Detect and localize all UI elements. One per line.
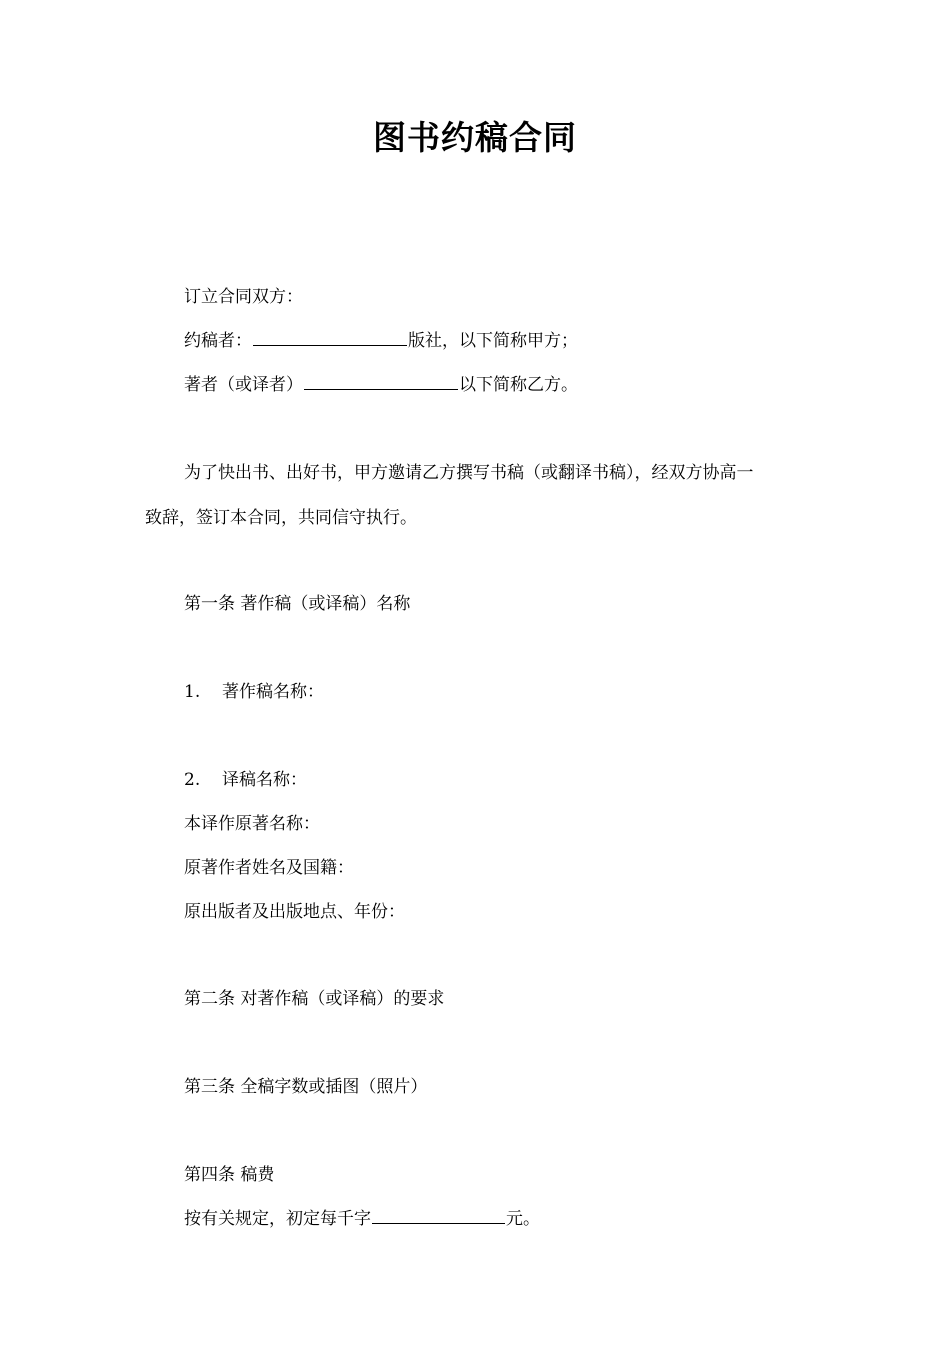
preamble-line-2: 致辞，签订本合同，共同信守执行。: [145, 508, 417, 528]
party-b-line: [184, 373, 578, 397]
fee-suffix: 元。: [506, 1209, 540, 1229]
item-2-number: 2.: [184, 770, 201, 790]
original-publisher-line: 原出版者及出版地点、年份：: [184, 902, 405, 922]
party-a-suffix: 版社，以下简称甲方；: [408, 331, 578, 351]
preamble-line-1: 为了快出书、出好书，甲方邀请乙方撰写书稿（或翻译书稿），经双方协高一: [184, 463, 754, 483]
article-1-heading: 第一条 著作稿（或译稿）名称: [184, 594, 411, 614]
party-a-prefix: 约稿者：: [184, 331, 252, 351]
article-4-heading: 第四条 稿费: [184, 1165, 275, 1185]
article-2-heading: 第二条 对著作稿（或译稿）的要求: [184, 989, 445, 1009]
fee-blank: [372, 1207, 505, 1224]
party-a-line: [184, 329, 578, 353]
party-b-prefix: 著者（或译者）: [184, 375, 303, 395]
party-b-suffix: 以下简称乙方。: [459, 375, 578, 395]
item-2-label: 译稿名称：: [222, 770, 307, 790]
party-a-blank: [253, 329, 407, 346]
article-1-item-2: [184, 768, 307, 792]
original-author-line: 原著作者姓名及国籍：: [184, 858, 354, 878]
item-1-label: 著作稿名称：: [222, 682, 324, 702]
party-b-blank: [304, 373, 458, 390]
article-1-item-1: [184, 680, 324, 704]
document-title: 图书约稿合同: [373, 118, 577, 157]
article-3-heading: 第三条 全稿字数或插图（照片）: [184, 1077, 428, 1097]
fee-line: [184, 1207, 540, 1231]
parties-heading: 订立合同双方：: [184, 287, 303, 307]
fee-prefix: 按有关规定，初定每千字: [184, 1209, 371, 1229]
original-title-line: 本译作原著名称：: [184, 814, 320, 834]
item-1-number: 1.: [184, 682, 201, 702]
